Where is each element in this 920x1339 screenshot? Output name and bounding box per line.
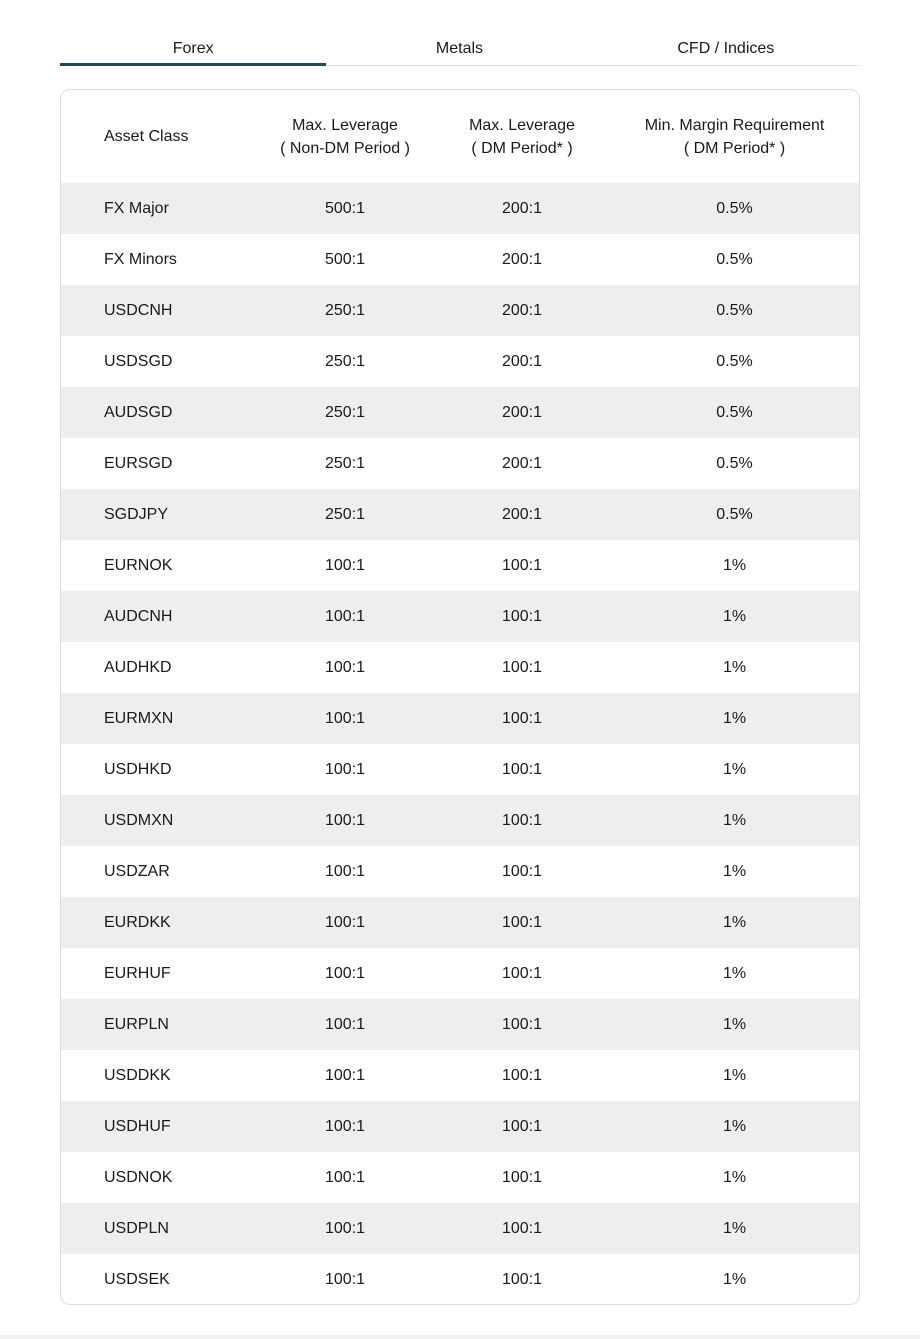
table-row	[61, 1254, 859, 1305]
cell-max-leverage-non-dm: 100:1	[324, 709, 366, 727]
cell-max-leverage-dm: 100:1	[501, 1066, 543, 1084]
cell-max-leverage-non-dm: 250:1	[324, 301, 366, 319]
cell-asset-class: USDHKD	[104, 760, 172, 778]
table-header-row	[61, 90, 859, 183]
cell-min-margin-dm: 1%	[722, 811, 747, 829]
cell-min-margin-dm: 1%	[722, 913, 747, 931]
cell-max-leverage-non-dm: 250:1	[324, 505, 366, 523]
cell-max-leverage-dm: 100:1	[501, 1270, 543, 1288]
cell-max-leverage-dm: 100:1	[501, 862, 543, 880]
cell-asset-class: USDHUF	[104, 1117, 171, 1135]
header-min-margin-dm	[610, 90, 859, 183]
cell-max-leverage-dm: 200:1	[501, 199, 543, 217]
table-row	[61, 540, 859, 591]
cell-max-leverage-non-dm: 100:1	[324, 760, 366, 778]
cell-min-margin-dm: 1%	[722, 658, 747, 676]
cell-max-leverage-dm: 200:1	[501, 250, 543, 268]
header-max-leverage-dm-line1: Max. Leverage	[469, 116, 575, 134]
cell-min-margin-dm: 1%	[722, 556, 747, 574]
cell-min-margin-dm: 1%	[722, 1015, 747, 1033]
tab-cfd-indices[interactable]: CFD / Indices	[677, 40, 775, 57]
cell-max-leverage-dm: 100:1	[501, 1117, 543, 1135]
leverage-table	[61, 90, 859, 1305]
table-row	[61, 948, 859, 999]
cell-min-margin-dm: 0.5%	[716, 505, 753, 523]
cell-asset-class: USDSGD	[104, 352, 173, 370]
cell-max-leverage-dm: 100:1	[501, 913, 543, 931]
cell-max-leverage-dm: 200:1	[501, 403, 543, 421]
cell-min-margin-dm: 0.5%	[716, 454, 753, 472]
header-asset-class	[61, 90, 256, 183]
cell-max-leverage-non-dm: 250:1	[324, 352, 366, 370]
header-asset-class-label: Asset Class	[104, 128, 189, 145]
cell-min-margin-dm: 0.5%	[716, 352, 753, 370]
cell-max-leverage-non-dm: 100:1	[324, 1168, 366, 1186]
cell-asset-class: EURSGD	[104, 454, 173, 472]
cell-min-margin-dm: 1%	[722, 862, 747, 880]
cell-asset-class: USDCNH	[104, 301, 173, 319]
cell-max-leverage-dm: 100:1	[501, 607, 543, 625]
table-row	[61, 1203, 859, 1254]
cell-max-leverage-non-dm: 100:1	[324, 1219, 366, 1237]
cell-min-margin-dm: 1%	[722, 1168, 747, 1186]
table-row	[61, 591, 859, 642]
cell-max-leverage-non-dm: 100:1	[324, 1270, 366, 1288]
cell-max-leverage-dm: 200:1	[501, 301, 543, 319]
cell-asset-class: USDZAR	[104, 862, 170, 880]
table-row	[61, 693, 859, 744]
table-row	[61, 234, 859, 285]
cell-max-leverage-dm: 100:1	[501, 760, 543, 778]
cell-asset-class: SGDJPY	[104, 505, 169, 523]
cell-asset-class: USDMXN	[104, 811, 174, 829]
cell-max-leverage-non-dm: 100:1	[324, 913, 366, 931]
page-bottom-divider	[0, 1335, 920, 1339]
header-min-margin-dm-line2: ( DM Period* )	[683, 139, 786, 157]
header-max-leverage-non-dm	[256, 90, 434, 183]
cell-max-leverage-non-dm: 100:1	[324, 1117, 366, 1135]
cell-min-margin-dm: 1%	[722, 760, 747, 778]
tab-forex[interactable]: Forex	[60, 28, 326, 65]
cell-min-margin-dm: 1%	[722, 964, 747, 982]
cell-max-leverage-non-dm: 500:1	[324, 199, 366, 217]
cell-max-leverage-dm: 100:1	[501, 1015, 543, 1033]
cell-min-margin-dm: 1%	[722, 607, 747, 625]
cell-asset-class: USDSEK	[104, 1270, 170, 1288]
cell-asset-class: EURHUF	[104, 964, 171, 982]
cell-min-margin-dm: 1%	[722, 1270, 747, 1288]
cell-max-leverage-non-dm: 100:1	[324, 556, 366, 574]
cell-min-margin-dm: 1%	[722, 1066, 747, 1084]
asset-tabs	[60, 28, 859, 66]
table-row	[61, 744, 859, 795]
table-row	[61, 438, 859, 489]
cell-max-leverage-dm: 100:1	[501, 709, 543, 727]
cell-asset-class: AUDCNH	[104, 607, 173, 625]
cell-max-leverage-non-dm: 100:1	[324, 964, 366, 982]
cell-min-margin-dm: 1%	[722, 1117, 747, 1135]
leverage-table-card	[60, 89, 860, 1305]
table-row	[61, 642, 859, 693]
cell-max-leverage-dm: 100:1	[501, 964, 543, 982]
table-row	[61, 336, 859, 387]
cell-max-leverage-non-dm: 250:1	[324, 403, 366, 421]
cell-min-margin-dm: 1%	[722, 1219, 747, 1237]
cell-min-margin-dm: 0.5%	[716, 403, 753, 421]
table-body	[61, 183, 859, 1305]
cell-max-leverage-dm: 200:1	[501, 454, 543, 472]
cell-max-leverage-dm: 200:1	[501, 505, 543, 523]
cell-min-margin-dm: 1%	[722, 709, 747, 727]
table-row	[61, 387, 859, 438]
cell-max-leverage-non-dm: 100:1	[324, 1015, 366, 1033]
header-max-leverage-dm-line2: ( DM Period* )	[471, 139, 573, 157]
cell-asset-class: USDNOK	[104, 1168, 173, 1186]
cell-max-leverage-dm: 100:1	[501, 1168, 543, 1186]
cell-asset-class: USDDKK	[104, 1066, 171, 1084]
cell-max-leverage-non-dm: 100:1	[324, 658, 366, 676]
cell-max-leverage-non-dm: 250:1	[324, 454, 366, 472]
table-row	[61, 183, 859, 234]
cell-asset-class: AUDSGD	[104, 403, 173, 421]
cell-asset-class: EURMXN	[104, 709, 174, 727]
cell-max-leverage-dm: 100:1	[501, 811, 543, 829]
table-row	[61, 795, 859, 846]
cell-asset-class: FX Minors	[104, 250, 177, 268]
table-row	[61, 846, 859, 897]
table-row	[61, 285, 859, 336]
header-max-leverage-non-dm-line1: Max. Leverage	[292, 116, 398, 134]
cell-max-leverage-non-dm: 500:1	[324, 250, 366, 268]
cell-asset-class: EURDKK	[104, 913, 171, 931]
table-row	[61, 1152, 859, 1203]
cell-max-leverage-dm: 100:1	[501, 556, 543, 574]
header-max-leverage-dm	[434, 90, 610, 183]
cell-max-leverage-non-dm: 100:1	[324, 1066, 366, 1084]
table-row	[61, 1050, 859, 1101]
cell-max-leverage-non-dm: 100:1	[324, 607, 366, 625]
tab-metals[interactable]: Metals	[435, 40, 484, 57]
table-row	[61, 1101, 859, 1152]
table-row	[61, 489, 859, 540]
cell-min-margin-dm: 0.5%	[716, 199, 753, 217]
header-max-leverage-non-dm-line2: ( Non-DM Period )	[280, 139, 410, 157]
cell-asset-class: EURPLN	[104, 1015, 169, 1033]
header-min-margin-dm-line1: Min. Margin Requirement	[644, 116, 825, 134]
cell-asset-class: USDPLN	[104, 1219, 169, 1237]
cell-max-leverage-non-dm: 100:1	[324, 811, 366, 829]
cell-min-margin-dm: 0.5%	[716, 301, 753, 319]
cell-asset-class: FX Major	[104, 199, 169, 217]
cell-max-leverage-dm: 100:1	[501, 1219, 543, 1237]
cell-min-margin-dm: 0.5%	[716, 250, 753, 268]
table-row	[61, 897, 859, 948]
cell-max-leverage-non-dm: 100:1	[324, 862, 366, 880]
cell-max-leverage-dm: 100:1	[501, 658, 543, 676]
cell-max-leverage-dm: 200:1	[501, 352, 543, 370]
cell-asset-class: EURNOK	[104, 556, 173, 574]
cell-asset-class: AUDHKD	[104, 658, 172, 676]
table-row	[61, 999, 859, 1050]
